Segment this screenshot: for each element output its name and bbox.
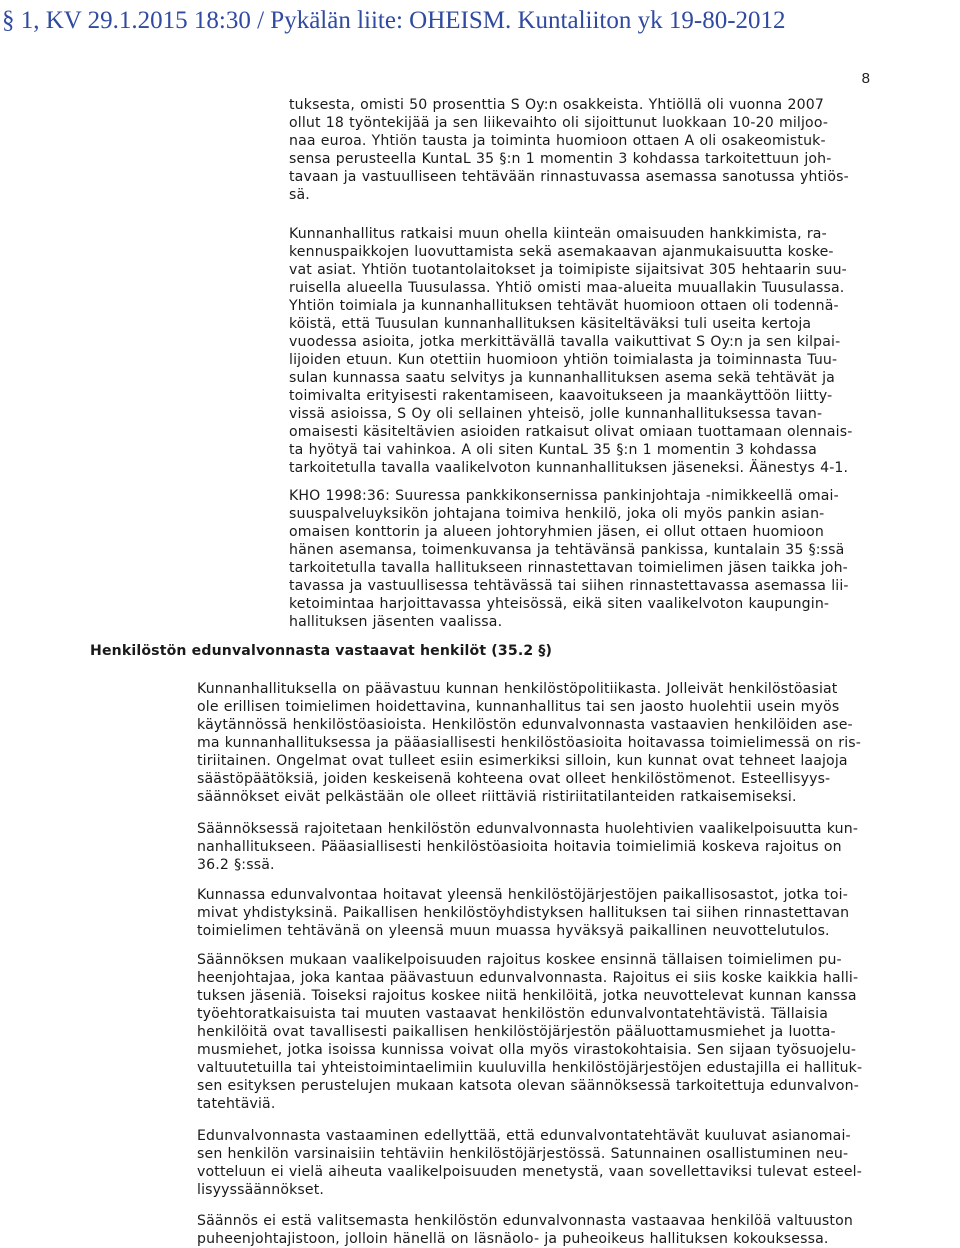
text-line: naa euroa. Yhtiön tausta ja toiminta huomioon ottaen A oli osakeomistuk- [289, 133, 826, 149]
text-line: omaisesti käsiteltävien asioiden ratkaisut olivat omiaan tuottamaan olennais- [289, 424, 853, 440]
text-line: Kunnanhallitus ratkaisi muun ohella kiinteän omaisuuden hankkimista, ra- [289, 226, 827, 242]
text-line: Säännös ei estä valitsemasta henkilöstön edunvalvonnasta vastaavaa henkilöä valtuuston [197, 1213, 853, 1229]
document-header: § 1, KV 29.1.2015 18:30 / Pykälän liite: OHEISM. Kuntaliiton yk 19-80-2012 [2, 7, 786, 34]
text-line: tatehtäviä. [197, 1096, 276, 1112]
text-line: tavassa ja vastuullisessa tehtävässä tai siihen rinnastettavassa asemassa lii- [289, 578, 849, 594]
text-line: ole erillisen toimielimen hoidettavina, kunnanhallitus tai sen jaosto huolehtii usein myös [197, 699, 840, 715]
paragraph [197, 1127, 862, 1199]
text-line: Edunvalvonnasta vastaaminen edellyttää, että edunvalvontatehtävät kuuluvat asianomai- [197, 1128, 851, 1144]
text-line: tiriitainen. Ongelmat ovat tulleet esiin esimerkiksi silloin, kun kunnat ovat tehneet laajoja [197, 753, 848, 769]
text-line: 36.2 §:ssä. [197, 857, 275, 873]
text-line: tarkoitetulla tavalla vaalikelvoton kunnanhallituksen jäseneksi. Äänestys 4-1. [289, 460, 849, 476]
text-line: köistä, että Tuusulan kunnanhallituksen käsiteltäväksi tuli useita kertoja [289, 316, 812, 332]
text-line: sä. [289, 187, 310, 203]
text-line: tarkoitetulla tavalla hallitukseen rinnastettavan toimielimen jäsen taikka joh- [289, 560, 848, 576]
text-line: suuspalveluyksikön johtajana toimiva henkilö, joka oli myös pankin asian- [289, 506, 825, 522]
text-line: tuksesta, omisti 50 prosenttia S Oy:n osakkeista. Yhtiöllä oli vuonna 2007 [289, 97, 824, 113]
text-line: työehtoratkaisuista tai muuten vastaavat henkilöstön edunvalvontatehtävistä. Tällaisia [197, 1006, 828, 1022]
text-line: musmiehet, jotka isoissa kunnissa voivat olla myös virastokohtaisia. Sen sijaan työsuojelu- [197, 1042, 857, 1058]
text-line: sensa perusteella KuntaL 35 §:n 1 momentin 3 kohdassa tarkoitettuun joh- [289, 151, 832, 167]
text-line: Kunnanhallituksella on päävastuu kunnan henkilöstöpolitiikasta. Jolleivät henkilöstöasiat [197, 681, 838, 697]
paragraph [197, 886, 849, 940]
text-line: toimielimen tehtävänä on yleensä muun muassa hyväksyä paikallinen neuvottelutulos. [197, 923, 830, 939]
text-line: toimivalta erityisesti rakentamiseen, kaavoitukseen ja maankäyttöön liitty- [289, 388, 833, 404]
text-line: Säännöksessä rajoitetaan henkilöstön edunvalvonnasta huolehtivien vaalikelpoisuutta kun- [197, 821, 859, 837]
text-line: vissä asioissa, S Oy oli sellainen yhteisö, jolle kunnanhallituksessa tavan- [289, 406, 823, 422]
paragraph [197, 1212, 853, 1248]
text-line: Säännöksen mukaan vaalikelpoisuuden rajoitus koskee ensinnä tällaisen toimielimen pu- [197, 952, 842, 968]
text-line: hänen asemansa, toimenkuvansa ja tehtävänsä pankissa, kuntalain 35 §:ssä [289, 542, 845, 558]
text-line: mivat yhdistyksinä. Paikallisen henkilöstöyhdistyksen hallituksen tai siihen rinnastettavan [197, 905, 850, 921]
paragraph [289, 487, 849, 631]
text-line: lisyyssäännökset. [197, 1182, 325, 1198]
text-line: tavaan ja vastuulliseen tehtävään rinnastuvassa asemassa sanotussa yhtiös- [289, 169, 849, 185]
paragraph [197, 680, 861, 806]
text-line: hallituksen jäsenten vaalissa. [289, 614, 503, 630]
text-line: Yhtiön toimiala ja kunnanhallituksen tehtävät huomioon ottaen oli todennä- [289, 298, 839, 314]
text-line: heenjohtajaa, joka kantaa päävastuun edunvalvonnasta. Rajoitus ei siis koske kaikkia halli- [197, 970, 859, 986]
text-line: Kunnassa edunvalvontaa hoitavat yleensä henkilöstöjärjestöjen paikallisosastot, jotka toi- [197, 887, 848, 903]
text-line: vat asiat. Yhtiön tuotantolaitokset ja toimipiste sijaitsivat 305 hehtaarin suu- [289, 262, 847, 278]
paragraph [289, 225, 852, 477]
text-line: puheenjohtajistoon, jolloin hänellä on läsnäolo- ja puheoikeus hallituksen kokouksessa. [197, 1231, 829, 1247]
text-line: kennuspaikkojen luovuttamista sekä asemakaavan ajanmukaisuutta koske- [289, 244, 834, 260]
paragraph [197, 951, 862, 1113]
text-line: valtuutetuilla tai yhteistoimintaelimiin kuuluvilla henkilöstöjärjestöjen edustajilla ei hallituk- [197, 1060, 863, 1076]
text-line: säästöpäätöksiä, joiden keskeisenä kohteena ovat olleet henkilöstömenot. Esteellisyys- [197, 771, 831, 787]
text-line: ollut 18 työntekijää ja sen liikevaihto oli sijoittunut luokkaan 10-20 miljoo- [289, 115, 829, 131]
text-line: sulan kunnassa saatu selvitys ja kunnanhallituksen asema sekä tehtävät ja [289, 370, 835, 386]
text-line: ruisella alueella Tuusulassa. Yhtiö omisti maa-alueita muuallakin Tuusulassa. [289, 280, 845, 296]
text-line: KHO 1998:36: Suuressa pankkikonsernissa pankinjohtaja -nimikkeellä omai- [289, 488, 839, 504]
text-line: käytännössä henkilöstöasioista. Henkilöstön edunvalvonnasta vastaavien henkilöiden ase- [197, 717, 853, 733]
text-line: henkilöitä ovat tavallisesti paikallisen henkilöstöjärjestön pääluottamusmiehet ja luotta- [197, 1024, 836, 1040]
text-line: nanhallitukseen. Pääasiallisesti henkilöstöasioita hoitavia toimielimiä koskeva rajoitus on [197, 839, 842, 855]
text-line: omaisen konttorin ja alueen johtoryhmien jäsen, ei ollut ottaen huomioon [289, 524, 824, 540]
text-line: säännökset eivät pelkästään ole olleet riittäviä ristiriitatilanteiden ratkaisemiseksi. [197, 789, 797, 805]
text-line: sen esityksen perustelujen mukaan katsota olevan säännöksessä tarkoitettuja edunvalvon- [197, 1078, 859, 1094]
text-line: sen henkilön varsinaisiin tehtäviin henkilöstöjärjestössä. Satunnainen osallistuminen neu- [197, 1146, 849, 1162]
text-line: ketoimintaa harjoittavassa yhteisössä, eikä siten vaalikelvoton kaupungin- [289, 596, 830, 612]
page-number: 8 [861, 70, 870, 87]
text-line: vuodessa asioita, jotka merkittävällä tavalla vaikuttivat S Oy:n ja sen kilpai- [289, 334, 841, 350]
text-line: ta hyötyä tai vahinkoa. A oli siten KuntaL 35 §:n 1 momentin 3 kohdassa [289, 442, 817, 458]
text-line: tuksen jäseniä. Toiseksi rajoitus koskee niitä henkilöitä, jotka neuvottelevat kunnan kanssa [197, 988, 857, 1004]
section-heading: Henkilöstön edunvalvonnasta vastaavat henkilöt (35.2 §) [90, 643, 553, 659]
paragraph [289, 96, 849, 204]
paragraph [197, 820, 858, 874]
text-line: lijoiden etuun. Kun otettiin huomioon yhtiön toimialasta ja toiminnasta Tuu- [289, 352, 838, 368]
text-line: votteluun ei vielä aiheuta vaalikelpoisuuden menetystä, vaan sovellettaviksi tulevat esteel- [197, 1164, 862, 1180]
text-line: ma kunnanhallituksessa ja pääasiallisesti henkilöstöasioita hoitavassa toimielimessä on ris- [197, 735, 862, 751]
